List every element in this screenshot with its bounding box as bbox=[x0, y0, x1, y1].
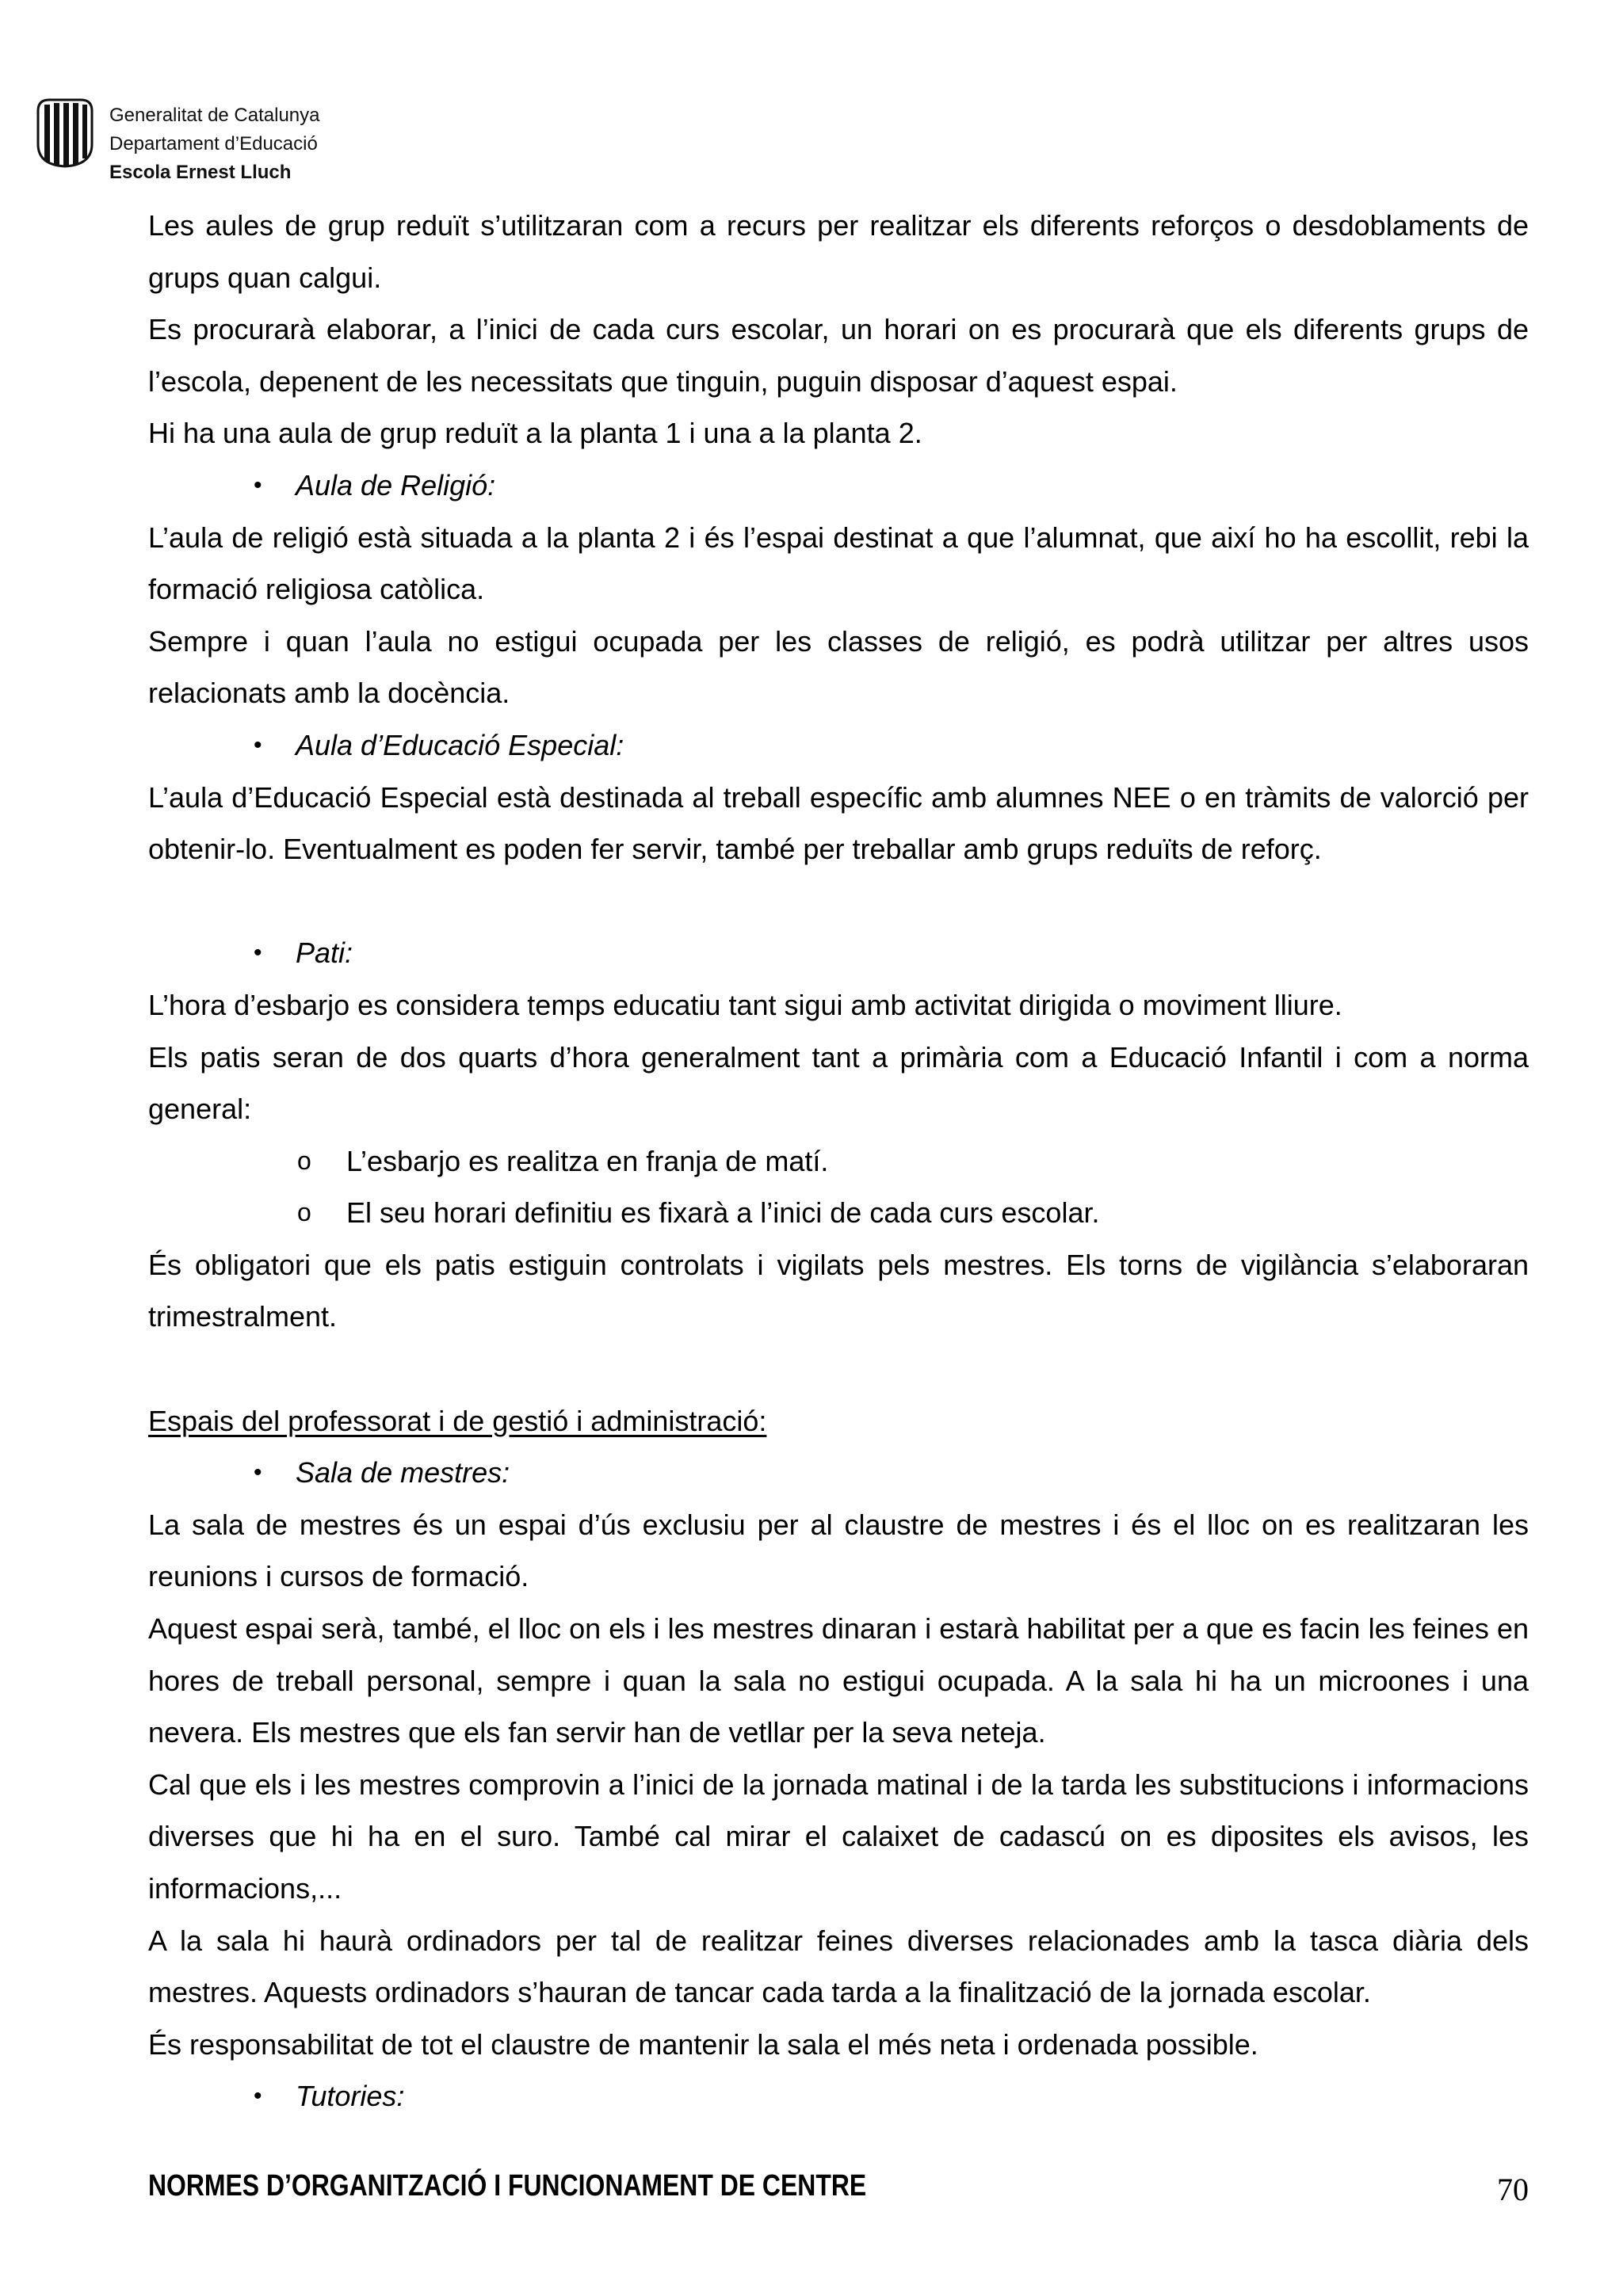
bullet-icon: • bbox=[254, 471, 262, 498]
bullet-icon: • bbox=[254, 731, 262, 758]
generalitat-logo-icon bbox=[35, 97, 95, 168]
spacer bbox=[148, 1343, 1529, 1395]
header-line-departament: Departament d’Educació bbox=[109, 133, 318, 154]
paragraph: Sempre i quan l’aula no estigui ocupada per les classes de religió, es podrà utilitzar per altres usos relacionats amb la docència. bbox=[148, 624, 1529, 710]
paragraph: La sala de mestres és un espai d’ús exclusiu per al claustre de mestres i és el lloc on es realitzaran les reunions i cursos de formació. bbox=[148, 1508, 1529, 1593]
header-text bbox=[109, 101, 585, 187]
paragraph: És obligatori que els patis estiguin controlats i vigilats pels mestres. Els torns de vigilància s’elaboraran trimestralment. bbox=[148, 1248, 1529, 1333]
circle-bullet-icon: o bbox=[297, 1146, 311, 1175]
paragraph: Aquest espai serà, també, el lloc on els i les mestres dinaran i estarà habilitat per a que es facin les feines en hores de treball personal, sempre i quan la sala no estigui ocupada. A la sala hi ha un microones i una nevera. Els mestres que els fan servir han de vetllar per la seva neteja. bbox=[148, 1612, 1529, 1749]
paragraph: Les aules de grup reduït s’utilitzaran com a recurs per realitzar els diferents reforços o desdoblaments de grups quan calgui. bbox=[148, 209, 1529, 294]
bullet-item-tutories bbox=[148, 2070, 1529, 2122]
paragraph: Els patis seran de dos quarts d’hora generalment tant a primària com a Educació Infantil i com a norma general: bbox=[148, 1040, 1529, 1126]
bullet-icon: • bbox=[254, 940, 262, 967]
page-footer bbox=[148, 2169, 1529, 2217]
bullet-item-aula-educacio-especial bbox=[148, 719, 1529, 772]
sub-bullet-item bbox=[148, 1187, 1529, 1239]
page-number: 70 bbox=[1497, 2172, 1529, 2207]
header-school-name: Escola Ernest Lluch bbox=[109, 162, 292, 183]
bullet-label: Sala de mestres: bbox=[296, 1456, 510, 1489]
sub-bullet-label: El seu horari definitiu es fixarà a l’inici de cada curs escolar. bbox=[346, 1196, 1100, 1230]
paragraph: És responsabilitat de tot el claustre de mantenir la sala el més neta i ordenada possible. bbox=[148, 2027, 1258, 2061]
bullet-icon: • bbox=[254, 2083, 262, 2110]
paragraph: L’hora d’esbarjo es considera temps educatiu tant sigui amb activitat dirigida o moviment lliure. bbox=[148, 988, 1342, 1021]
sub-bullet-item bbox=[148, 1135, 1529, 1188]
section-heading-text: Espais del professorat i de gestió i administració: bbox=[148, 1404, 767, 1437]
paragraph: L’aula de religió està situada a la planta 2 i és l’espai destinat a que l’alumnat, que així ho ha escollit, rebi la formació religiosa catòlica. bbox=[148, 521, 1529, 606]
paragraph: Es procurarà elaborar, a l’inici de cada curs escolar, un horari on es procurarà que els diferents grups de l’escola, depenent de les necessitats que tinguin, puguin disposar d’aquest espai. bbox=[148, 313, 1529, 398]
document-body bbox=[148, 200, 1529, 2122]
paragraph: L’aula d’Educació Especial està destinada al treball específic amb alumnes NEE o en tràmits de valorció per obtenir-lo. Eventualment es poden fer servir, també per treballar amb grups reduïts de reforç. bbox=[148, 780, 1529, 866]
bullet-icon: • bbox=[254, 1459, 262, 1486]
paragraph: Cal que els i les mestres comprovin a l’inici de la jornada matinal i de la tarda les substitucions i informacions diverses que hi ha en el suro. També cal mirar el calaixet de cadascú on es diposites els avisos, les informacions,... bbox=[148, 1768, 1529, 1905]
header-line-generalitat: Generalitat de Catalunya bbox=[109, 105, 320, 126]
paragraph: Hi ha una aula de grup reduït a la planta 1 i una a la planta 2. bbox=[148, 417, 922, 450]
footer-title: NORMES D’ORGANITZACIÓ I FUNCIONAMENT DE CENTRE bbox=[148, 2169, 867, 2203]
spacer bbox=[148, 875, 1529, 928]
section-heading bbox=[148, 1395, 1529, 1447]
paragraph: A la sala hi haurà ordinadors per tal de realitzar feines diverses relacionades amb la tasca diària dels mestres. Aquests ordinadors s’hauran de tancar cada tarda a la finalització de la jornada escolar. bbox=[148, 1924, 1529, 2009]
bullet-item-sala-mestres bbox=[148, 1447, 1529, 1499]
bullet-label: Tutories: bbox=[296, 2080, 405, 2113]
bullet-label: Pati: bbox=[296, 936, 353, 970]
bullet-item-pati bbox=[148, 927, 1529, 979]
bullet-label: Aula de Religió: bbox=[296, 468, 496, 502]
bullet-label: Aula d’Educació Especial: bbox=[296, 728, 624, 761]
bullet-item-aula-religio bbox=[148, 460, 1529, 512]
circle-bullet-icon: o bbox=[297, 1198, 311, 1227]
sub-bullet-label: L’esbarjo es realitza en franja de matí. bbox=[346, 1144, 829, 1177]
